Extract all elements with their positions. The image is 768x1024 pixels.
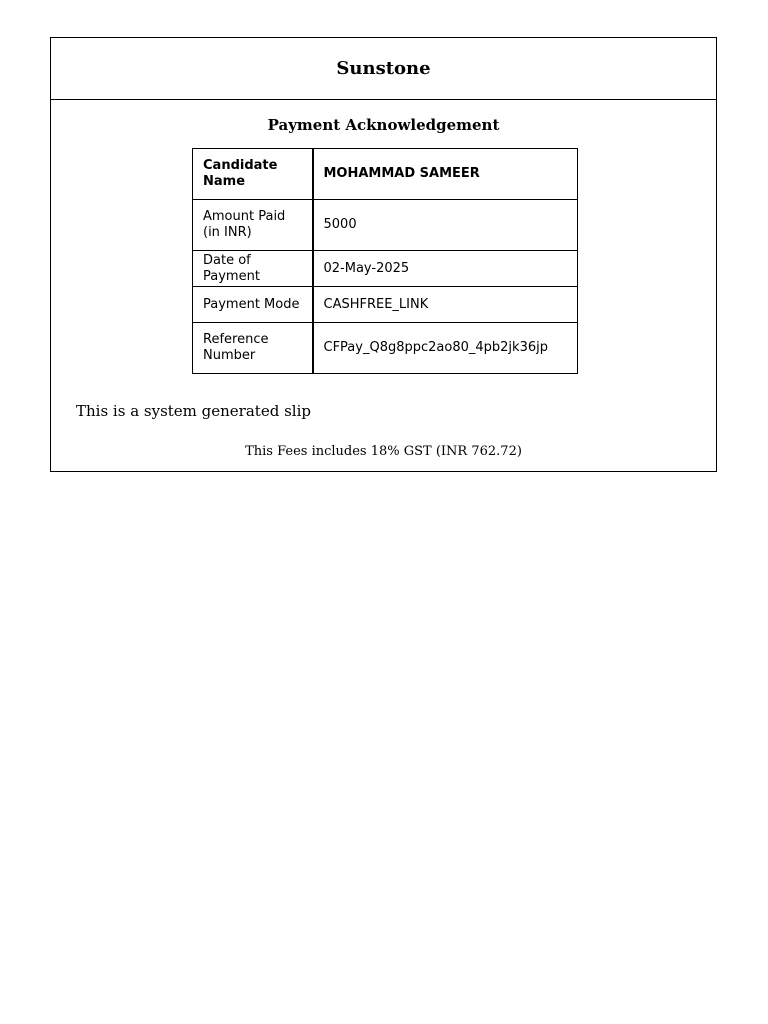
table-row <box>193 251 578 287</box>
candidate-name-label: Candidate Name <box>193 149 313 200</box>
amount-paid-label: Amount Paid (in INR) <box>193 200 313 251</box>
table-row <box>193 323 578 374</box>
organization-name: Sunstone <box>336 58 431 79</box>
slip-title: Payment Acknowledgement <box>267 116 500 134</box>
reference-number-label: Reference Number <box>193 323 313 374</box>
table-row <box>193 287 578 323</box>
gst-note: This Fees includes 18% GST (INR 762.72) <box>245 444 522 459</box>
payment-mode-label: Payment Mode <box>193 287 313 323</box>
system-generated-note: This is a system generated slip <box>76 402 311 420</box>
payment-slip <box>50 37 717 472</box>
slip-header <box>51 38 716 100</box>
amount-paid-value: 5000 <box>313 200 578 251</box>
payment-date-label: Date of Payment <box>193 251 313 287</box>
table-row <box>193 149 578 200</box>
table-row <box>193 200 578 251</box>
candidate-name-value: MOHAMMAD SAMEER <box>313 149 578 200</box>
payment-details-table <box>192 148 578 374</box>
payment-date-value: 02-May-2025 <box>313 251 578 287</box>
reference-number-value: CFPay_Q8g8ppc2ao80_4pb2jk36jp <box>313 323 578 374</box>
payment-mode-value: CASHFREE_LINK <box>313 287 578 323</box>
